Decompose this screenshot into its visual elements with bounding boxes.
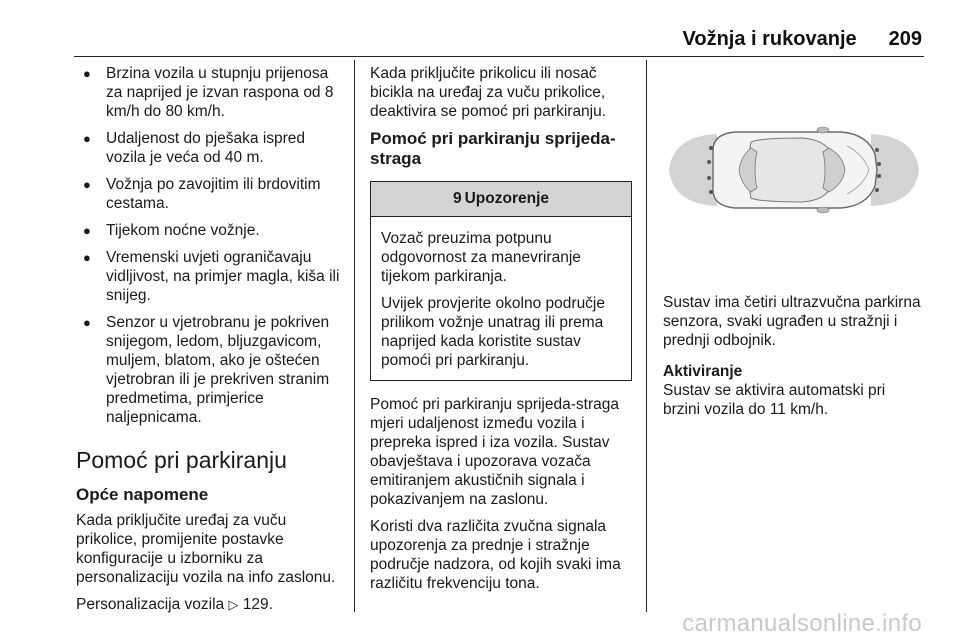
cross-reference-page: 129. bbox=[242, 596, 273, 613]
header-rule bbox=[74, 56, 924, 57]
paragraph: Sustav ima četiri ultrazvučna parkirna senzora, svaki ugrađen u stražnji i prednji odbojnik. bbox=[663, 294, 921, 349]
column-left bbox=[76, 64, 344, 622]
paragraph: Sustav se aktivira automatski pri brzini vozila do 11 km/h. bbox=[663, 382, 886, 418]
paragraph: Kada priključite uređaj za vuču prikolice, promijenite postavke konfiguracije u izborniku za personalizaciju vozila na info zaslonu. bbox=[76, 512, 336, 586]
cross-reference-text: Personalizacija vozila bbox=[76, 596, 225, 613]
subsection-heading: Opće napomene bbox=[76, 485, 209, 504]
list-item: ● Brzina vozila u stupnju prijenosa za naprijed je izvan raspona od 8 km/h do 80 km/h. bbox=[76, 64, 344, 121]
column-middle bbox=[370, 64, 632, 601]
warning-icon: 9 bbox=[452, 190, 462, 207]
paragraph: Uvijek provjerite okolno područje prilikom vožnje unatrag ili prema naprijed kada koristite sustav pomoći pri parkiranju. bbox=[381, 295, 606, 369]
page-header bbox=[683, 28, 923, 51]
list-item: ● Vožnja po zavojitim ili brdovitim cestama. bbox=[76, 175, 344, 213]
section-title: Vožnja i rukovanje bbox=[682, 28, 857, 50]
list-item: ● Vremenski uvjeti ograničavaju vidljivost, na primjer magla, kiša ili snijeg. bbox=[76, 248, 344, 305]
column-divider bbox=[646, 60, 647, 612]
page-number: 209 bbox=[888, 28, 922, 50]
watermark: carmanualsonline.info bbox=[682, 610, 922, 637]
warning-header bbox=[371, 182, 631, 217]
paragraph: Kada priključite prikolicu ili nosač bicikla na uređaj za vuču prikolice, deaktivira se pomoć pri parkiranju. bbox=[370, 65, 607, 120]
paragraph: Pomoć pri parkiranju sprijeda-straga mjeri udaljenost između vozila i prepreka ispred i iza vozila. Sustav obavještava i upozorava vozača emitiranjem akustičnih signala i pokazivanjem na zaslonu. bbox=[370, 396, 619, 508]
paragraph: Vozač preuzima potpunu odgovornost za manevriranje tijekom parkiranja. bbox=[381, 230, 581, 285]
page-reference-icon: ▷ bbox=[228, 597, 239, 612]
column-divider bbox=[354, 60, 355, 612]
column-right bbox=[663, 64, 925, 427]
list-item: ● Tijekom noćne vožnje. bbox=[76, 221, 344, 240]
section-heading: Pomoć pri parkiranju bbox=[76, 447, 287, 473]
list-item: ● Senzor u vjetrobranu je pokriven snijegom, ledom, bljuzgavicom, muljem, blatom, ako je oštećen vjetrobran ili je prekriven stranim predmetima, primjerice naljepnicama. bbox=[76, 313, 344, 427]
paragraph: Koristi dva različita zvučna signala upozorenja za prednje i stražnje područje nadzora, od kojih svaki ima različitu frekvenciju tona. bbox=[370, 518, 621, 592]
warning-title: Upozorenje bbox=[464, 190, 550, 207]
car-sensor-illustration bbox=[663, 64, 925, 274]
subsection-heading: Pomoć pri parkiranju sprijeda-straga bbox=[370, 129, 616, 168]
conditions-list bbox=[76, 64, 344, 427]
subsection-heading: Aktiviranje bbox=[663, 363, 743, 380]
warning-body bbox=[371, 217, 631, 380]
list-item: ● Udaljenost do pješaka ispred vozila je veća od 40 m. bbox=[76, 129, 344, 167]
warning-box bbox=[370, 181, 632, 381]
